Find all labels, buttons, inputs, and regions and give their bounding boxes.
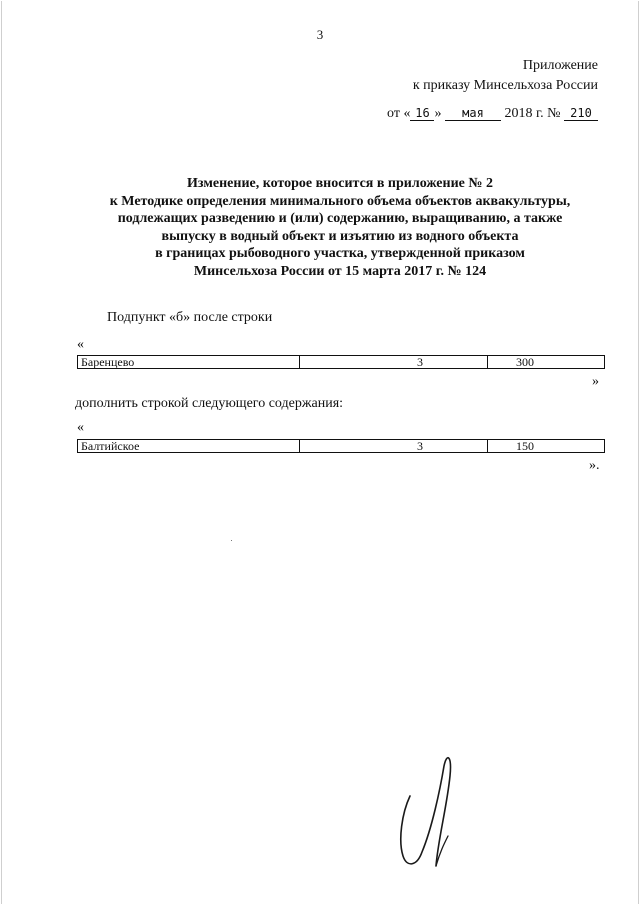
- title-line: выпуску в водный объект и изъятию из водного объекта: [161, 228, 519, 244]
- title-line: подлежащих разведению и (или) содержанию, выращиванию, а также: [117, 211, 563, 226]
- new-row-table: [77, 439, 605, 453]
- quote-open: «: [77, 337, 84, 352]
- order-after-day: »: [434, 106, 442, 121]
- table-row: [78, 356, 605, 369]
- signature-image: [392, 748, 472, 883]
- appendix-label: Приложение: [522, 58, 598, 73]
- table-cell-name: Баренцево: [78, 356, 300, 369]
- table-cell-name: Балтийское: [78, 440, 300, 453]
- original-row-table: [77, 355, 605, 369]
- title-line: Минсельхоза России от 15 марта 2017 г. № 124: [193, 263, 487, 279]
- order-month: мая: [445, 106, 501, 121]
- title-line: к Методике определения минимального объема объектов аквакультуры,: [109, 193, 571, 209]
- title-line: в границах рыбоводного участка, утвержденной приказом: [155, 246, 525, 261]
- title-line: Изменение, которое вносится в приложение № 2: [187, 176, 493, 191]
- table-cell-value: 300: [488, 356, 605, 369]
- quote-close: »: [592, 374, 599, 389]
- table-cell-value: 3: [300, 440, 488, 453]
- order-prefix: от «: [387, 106, 411, 121]
- table-cell-value: 3: [300, 356, 488, 369]
- scan-speck: [231, 540, 232, 541]
- order-date-line: [387, 106, 598, 122]
- document-title: [60, 175, 620, 280]
- order-year: 2018 г. №: [504, 106, 561, 121]
- quote-open: «: [77, 420, 84, 435]
- paragraph-add-row: дополнить строкой следующего содержания:: [75, 396, 344, 411]
- paragraph-subitem: Подпункт «б» после строки: [107, 310, 273, 325]
- order-day: 16: [410, 106, 434, 121]
- order-number: 210: [564, 106, 598, 121]
- table-cell-value: 150: [488, 440, 605, 453]
- page-number: 3: [316, 27, 324, 42]
- appendix-order-ref: к приказу Минсельхоза России: [412, 78, 598, 93]
- quote-close: ».: [589, 458, 600, 473]
- appendix-header: [413, 56, 598, 96]
- table-row: [78, 440, 605, 453]
